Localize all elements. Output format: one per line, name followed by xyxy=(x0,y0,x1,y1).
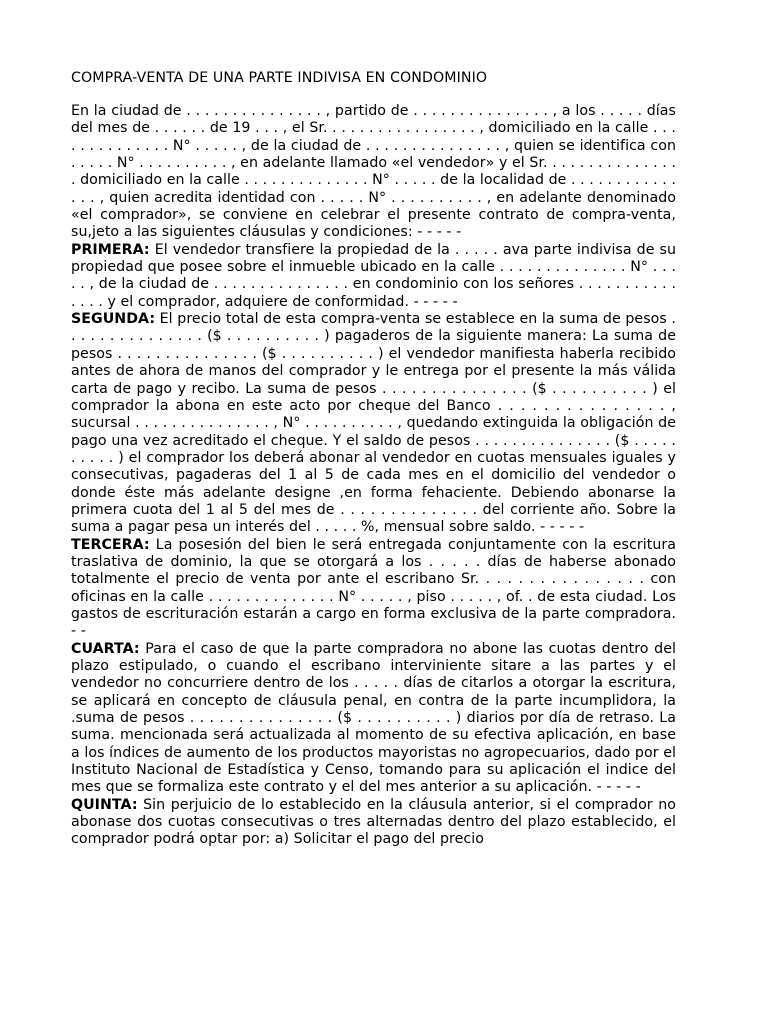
intro-paragraph: En la ciudad de . . . . . . . . . . . . . . . , partido de . . . . . . . . . . . . . . . , a los . . . . . días del mes de . . . . . . de 19 . . . , el Sr. . . . . . . . . . . . . . . . . , domiciliado en la calle . . . . . . . . . . . . . . N° . . . . . , de la ciudad de . . . . . . . . . . . . . . . , quien se identifica con . . . . . N° . . . . . . . . . . , en adelante llamado «el vendedor» y el Sr. . . . . . . . . . . . . . . . domiciliado en la calle . . . . . . . . . . . . . . N° . . . . . de la localidad de . . . . . . . . . . . . . . . , quien acredita identidad con . . . . . N° . . . . . . . . . . , en adelante denominado «el comprador», se conviene en celebrar el presente contrato de compra-venta, su,jeto a las siguientes cláusulas y condiciones: - - - - - xyxy=(71,103,676,241)
clause-heading: QUINTA: xyxy=(71,796,138,813)
clause-primera xyxy=(71,242,676,311)
clause-heading: SEGUNDA: xyxy=(71,311,156,328)
clause-cuarta xyxy=(71,641,676,797)
clause-heading: CUARTA: xyxy=(71,640,140,657)
clause-quinta xyxy=(71,797,676,849)
clause-text: El vendedor transfiere la propiedad de la . . . . . ava parte indivisa de su propiedad que posee sobre el inmueble ubicado en la calle . . . . . . . . . . . . . . N° . . . . . , de la ciudad de . . . . . . . . . . . . . . . en condominio con los señores . . . . . . . . . . . . . . . y el comprador, adquiere de conformidad. - - - - - xyxy=(71,241,676,310)
clause-text: La posesión del bien le será entregada conjuntamente con la escritura traslativa de dominio, la que se otorgará a los . . . . . días de haberse abonado totalmente el precio de venta por ante el escribano Sr. . . . . . . . . . . . . . . . con oficinas en la calle . . . . . . . . . . . . . . N° . . . . . , piso . . . . . , of. . de esta ciudad. Los gastos de escrituración estarán a cargo en forma exclusiva de la parte compradora. - - xyxy=(71,536,676,640)
clause-heading: PRIMERA: xyxy=(71,241,150,258)
clause-segunda xyxy=(71,311,676,536)
clause-text: Sin perjuicio de lo establecido en la cláusula anterior, si el comprador no abonase dos cuotas consecutivas o tres alternadas dentro del plazo establecido, el comprador podrá optar por: a) Solicitar el pago del precio xyxy=(71,796,676,848)
document-body xyxy=(71,103,676,849)
clause-text: Para el caso de que la parte compradora no abone las cuotas dentro del plazo estipulado, o cuando el escribano interviniente sitare a las partes y el vendedor no concurriere dentro de los . . . . . días de citarlos a otorgar la escritura, se aplicará en concepto de cláusula penal, en contra de la parte incumplidora, la .suma de pesos . . . . . . . . . . . . . . . ($ . . . . . . . . . . ) diarios por día de retraso. La suma. mencionada será actualizada al momento de su efectiva aplicación, en base a los índices de aumento de los productos mayoristas no agropecuarios, dado por el Instituto Nacional de Estadística y Censo, tomando para su aplicación el indice del mes que se formaliza este contrato y el del mes anterior a su aplicación. - - - - - xyxy=(71,640,676,796)
document-title: COMPRA-VENTA DE UNA PARTE INDIVISA EN CONDOMINIO xyxy=(71,70,488,86)
clause-tercera xyxy=(71,537,676,641)
clause-heading: TERCERA: xyxy=(71,536,150,553)
clause-text: El precio total de esta compra-venta se establece en la suma de pesos . . . . . . . . . . . . . . . ($ . . . . . . . . . . ) pagaderos de la siguiente manera: La suma de pesos . . . . . . . . . . . . . . . ($ . . . . . . . . . . ) el vendedor manifiesta haberla recibido antes de ahora de manos del comprador y le entrega por el presente la más válida carta de pago y recibo. La suma de pesos . . . . . . . . . . . . . . . ($ . . . . . . . . . . ) el comprador la abona en este acto por cheque del Banco . . . . . . . . . . . . . . . , sucursal . . . . . . . . . . . . . . . , N° . . . . . . . . . . , quedando extinguida la obligación de pago una vez acreditado el cheque. Y el saldo de pesos . . . . . . . . . . . . . . . ($ . . . . . . . . . . ) el comprador los deberá abonar al vendedor en cuotas mensuales iguales y consecutivas, pagaderas del 1 al 5 de cada mes en el domicilio del vendedor o donde éste más adelante designe ,en forma fehaciente. Debiendo abonarse la primera cuota del 1 al 5 del mes de . . . . . . . . . . . . . . del corriente año. Sobre la suma a pagar pesa un interés del . . . . . %, mensual sobre saldo. - - - - - xyxy=(71,311,676,536)
